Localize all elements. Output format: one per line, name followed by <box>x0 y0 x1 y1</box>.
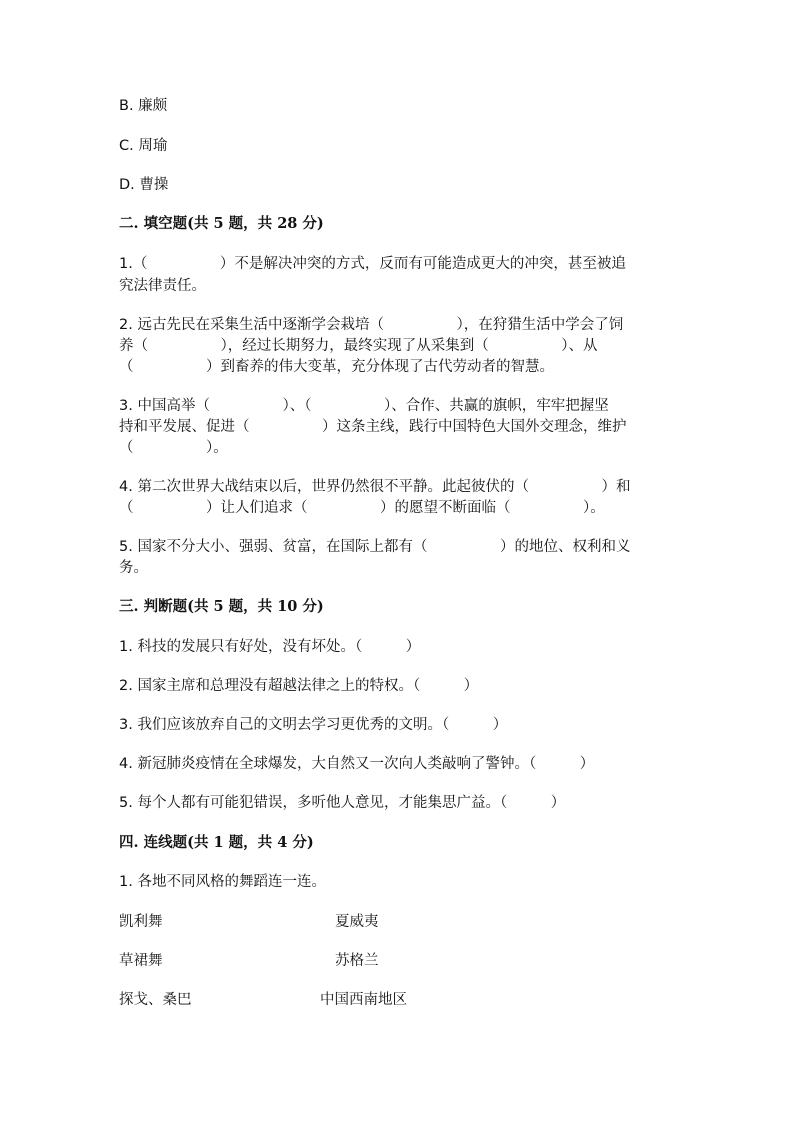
tf-question: 4. 新冠肺炎疫情在全球爆发，大自然又一次向人类敲响了警钟。（ ） <box>119 756 595 772</box>
section-title-fill-blank: 二. 填空题(共 5 题，共 28 分) <box>119 215 324 232</box>
match-right-item: 中国西南地区 <box>320 992 407 1008</box>
section-title-matching: 四. 连线题(共 1 题，共 4 分) <box>119 834 314 851</box>
tf-question: 5. 每个人都有可能犯错误，多听他人意见，才能集思广益。（ ） <box>119 795 566 811</box>
match-left-item: 凯利舞 <box>119 914 163 930</box>
question-line: 2. 远古先民在采集生活中逐渐学会栽培（ ），在狩猎生活中学会了饲 <box>119 317 624 333</box>
question-line: （ ）让人们追求（ ）的愿望不断面临（ ）。 <box>119 500 605 516</box>
tf-question: 1. 科技的发展只有好处，没有坏处。（ ） <box>119 639 421 655</box>
matching-question: 1. 各地不同风格的舞蹈连一连。 <box>119 874 326 890</box>
question-line: 3. 中国高举（ ）、（ ）、合作、共赢的旗帜，牢牢把握坚 <box>119 398 609 414</box>
question-line: 持和平发展、促进（ ）这条主线，践行中国特色大国外交理念，维护 <box>119 419 627 435</box>
choice-d: D. 曹操 <box>119 177 169 193</box>
question-line: 1.（ ）不是解决冲突的方式，反而有可能造成更大的冲突，甚至被追 <box>119 256 626 272</box>
question-line: 养（ ），经过长期努力，最终实现了从采集到（ ）、从 <box>119 338 598 354</box>
tf-question: 2. 国家主席和总理没有超越法律之上的特权。（ ） <box>119 678 479 694</box>
question-line: 究法律责任。 <box>119 278 206 294</box>
match-right-item: 苏格兰 <box>335 953 379 969</box>
match-right-item: 夏威夷 <box>335 914 379 930</box>
section-title-true-false: 三. 判断题(共 5 题，共 10 分) <box>119 598 324 615</box>
match-left-item: 探戈、桑巴 <box>119 992 192 1008</box>
question-line: （ ）到畜养的伟大变革，充分体现了古代劳动者的智慧。 <box>119 359 554 375</box>
choice-b: B. 廉颇 <box>119 98 168 114</box>
question-line: （ ）。 <box>119 440 228 456</box>
choice-c: C. 周瑜 <box>119 138 168 154</box>
question-line: 4. 第二次世界大战结束以后，世界仍然很不平静。此起彼伏的（ ）和 <box>119 479 631 495</box>
question-line: 5. 国家不分大小、强弱、贫富，在国际上都有（ ）的地位、权利和义 <box>119 539 631 555</box>
match-left-item: 草裙舞 <box>119 953 163 969</box>
question-line: 务。 <box>119 560 148 576</box>
tf-question: 3. 我们应该放弃自己的文明去学习更优秀的文明。（ ） <box>119 717 508 733</box>
